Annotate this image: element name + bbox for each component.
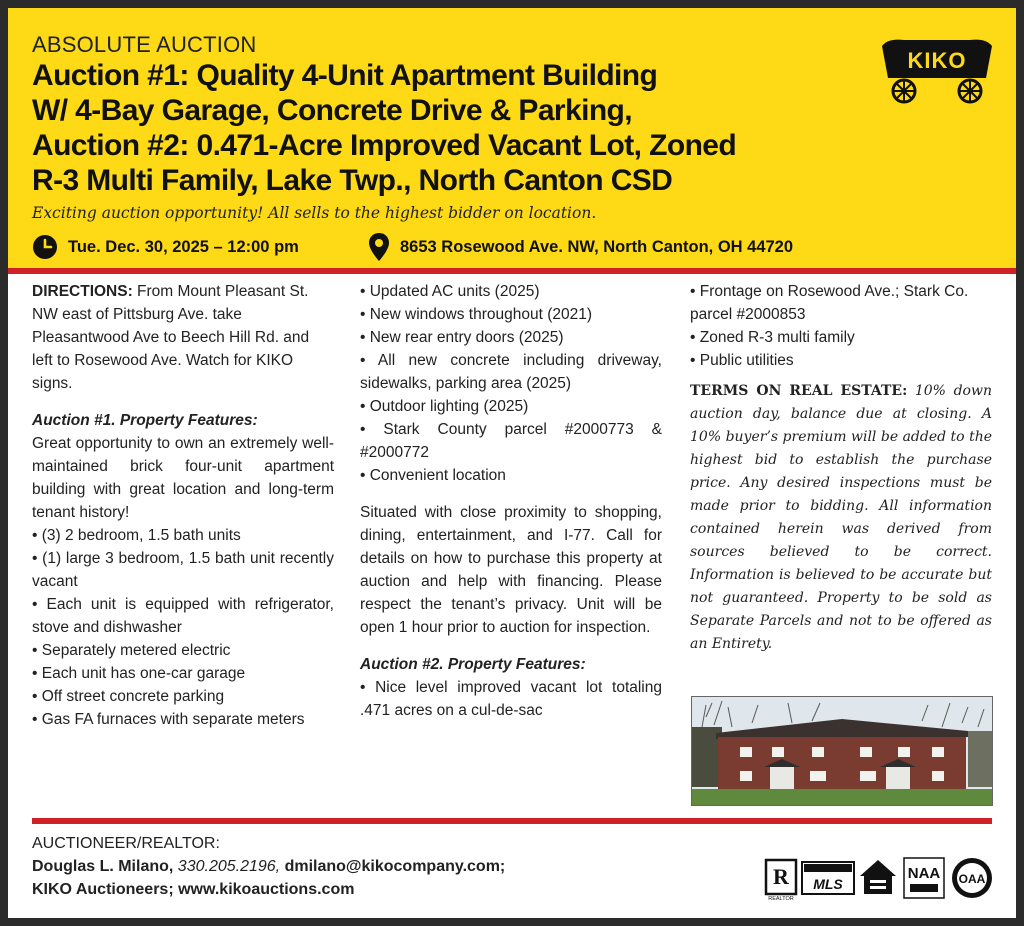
auctioneer-label: AUCTIONEER/REALTOR:: [32, 835, 220, 852]
list-item: • Updated AC units (2025): [360, 283, 540, 300]
auctioneer-phone: 330.205.2196,: [177, 858, 281, 875]
oaa-badge: [952, 858, 992, 898]
list-item: • New windows throughout (2021): [360, 306, 593, 323]
company-line: [32, 878, 505, 901]
kiko-wagon-logo: [874, 36, 996, 106]
directions-text: From Mount Pleasant St. NW east of Pittsburg Ave. take Pleasantwood Ave to Beech Hill Rd. and left to Rosewood Ave. Watch for KIKO signs.: [32, 283, 310, 392]
auction-datetime: [32, 232, 299, 262]
list-item: • Separately metered electric: [32, 642, 231, 659]
list-item: • Gas FA furnaces with separate meters: [32, 711, 305, 728]
svg-text:R: R: [773, 864, 789, 889]
property-photo: [691, 696, 993, 806]
list-item: • Convenient location: [360, 467, 506, 484]
auction1-intro: Great opportunity to own an extremely well-maintained brick four-unit apartment building with great location and long-term tenant history!: [32, 435, 334, 521]
naa-badge-label: NAA: [907, 865, 941, 882]
logo-text: KIKO: [907, 48, 967, 73]
directions-label: DIRECTIONS:: [32, 283, 133, 300]
list-item: • Off street concrete parking: [32, 688, 225, 705]
page-title: [32, 58, 892, 198]
clock-icon: [32, 234, 58, 260]
list-item: • Each unit has one-car garage: [32, 665, 246, 682]
realtor-badge-label: REALTOR: [768, 896, 794, 902]
list-item: • Outdoor lighting (2025): [360, 398, 529, 415]
list-item: • Zoned R-3 multi family: [690, 329, 855, 346]
datetime-text: Tue. Dec. 30, 2025 – 12:00 pm: [68, 237, 299, 256]
address-text: 8653 Rosewood Ave. NW, North Canton, OH 44720: [400, 237, 794, 256]
oaa-badge-label: OAA: [958, 872, 986, 886]
list-item: • Stark County parcel #2000773 & #2000772: [360, 421, 662, 461]
realtor-badge: [766, 860, 796, 902]
auction1-heading: Auction #1. Property Features:: [32, 412, 258, 429]
list-item: • All new concrete including driveway, sidewalks, parking area (2025): [360, 352, 662, 392]
naa-badge: [904, 858, 944, 898]
list-item: • (1) large 3 bedroom, 1.5 bath unit recently vacant: [32, 550, 334, 590]
title-line: Auction #2: 0.471-Acre Improved Vacant Lot, Zoned: [32, 129, 737, 162]
contact-line: [32, 855, 505, 878]
tagline: Exciting auction opportunity! All sells to the highest bidder on location.: [32, 204, 597, 222]
location-paragraph: Situated with close proximity to shopping, dining, entertainment, and I-77. Call for details on how to purchase this property at auction and help with financing. Please respect the tenant’s privacy. Unit will be open 1 hour prior to auction for inspection.: [360, 504, 662, 636]
list-item: • New rear entry doors (2025): [360, 329, 564, 346]
title-line: W/ 4-Bay Garage, Concrete Drive & Parking,: [32, 94, 633, 127]
auctioneer-email[interactable]: dmilano@kikocompany.com;: [284, 858, 506, 875]
company-website[interactable]: www.kikoauctions.com: [178, 881, 355, 898]
affiliation-badges: [764, 854, 996, 902]
list-item: • Public utilities: [690, 352, 794, 369]
divider-bottom: [32, 818, 992, 824]
list-item: • (3) 2 bedroom, 1.5 bath units: [32, 527, 241, 544]
column-right: [690, 280, 992, 656]
auction-flyer: [8, 8, 1016, 918]
title-line: Auction #1: Quality 4-Unit Apartment Building: [32, 59, 658, 92]
auction2-heading: Auction #2. Property Features:: [360, 656, 586, 673]
list-item: • Nice level improved vacant lot totaling .471 acres on a cul-de-sac: [360, 679, 662, 719]
terms-label: TERMS ON REAL ESTATE:: [690, 383, 908, 399]
mls-badge-label: MLS: [813, 876, 843, 892]
map-pin-icon: [368, 232, 390, 262]
auctioneer-name: Douglas L. Milano,: [32, 858, 174, 875]
directions: [32, 280, 334, 395]
title-line: R-3 Multi Family, Lake Twp., North Canton CSD: [32, 164, 673, 197]
header-banner: [8, 8, 1016, 268]
list-item: • Frontage on Rosewood Ave.; Stark Co. parcel #2000853: [690, 283, 969, 323]
auction-type: ABSOLUTE AUCTION: [32, 32, 257, 57]
divider-top: [8, 268, 1016, 274]
equal-housing-icon: [860, 860, 896, 894]
mls-badge: [802, 862, 854, 894]
terms: [690, 380, 992, 656]
contact-info: [32, 832, 505, 901]
column-middle: [360, 280, 662, 722]
terms-text: 10% down auction day, balance due at closing. A 10% buyer’s premium will be added to the highest bid to establish the purchase price. Any desired inspections must be made prior to bidding. All information contained herein was derived from sources believed to be correct. Information is believed to be accurate but not guaranteed. Property to be sold as Separate Parcels and not to be offered as an Entirety.: [690, 383, 992, 652]
auction-location: [368, 232, 793, 262]
list-item: • Each unit is equipped with refrigerator, stove and dishwasher: [32, 596, 334, 636]
company-name: KIKO Auctioneers;: [32, 881, 174, 898]
column-left: [32, 280, 334, 731]
